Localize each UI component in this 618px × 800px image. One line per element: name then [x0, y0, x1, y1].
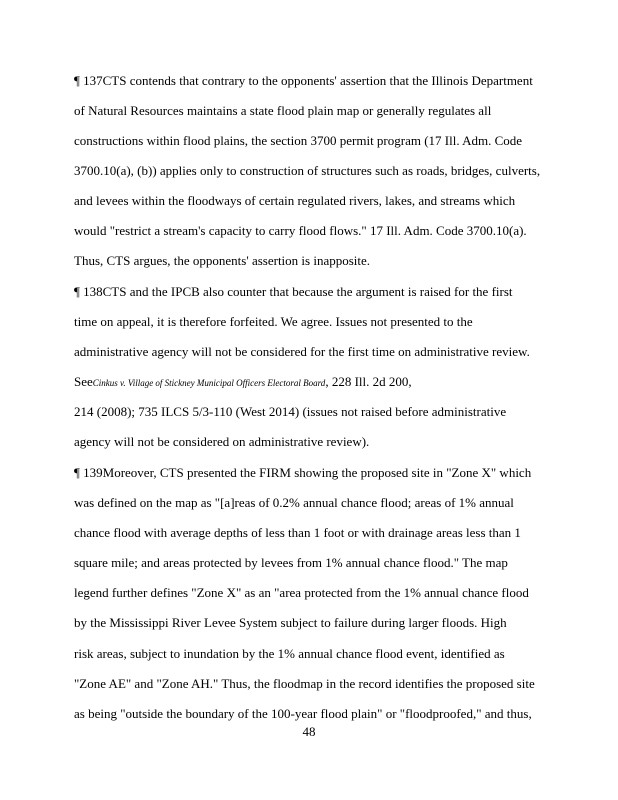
- paragraph-139-line-6: by the Mississippi River Levee System subject to failure during larger floods. High: [74, 615, 507, 630]
- paragraph-138-line-6: agency will not be considered on administrative review).: [74, 434, 370, 449]
- paragraph-139-line-5: legend further defines "Zone X" as an "area protected from the 1% annual chance flood: [74, 585, 529, 600]
- case-citation: Cinkus v. Village of Stickney Municipal Officers Electoral Board: [92, 378, 326, 388]
- paragraph-139-line-7: risk areas, subject to inundation by the 1% annual chance flood event, identified as: [74, 646, 505, 661]
- paragraph-138-line-1: ¶ 138CTS and the IPCB also counter that because the argument is raised for the first: [74, 284, 513, 299]
- paragraph-139-line-1: ¶ 139Moreover, CTS presented the FIRM showing the proposed site in "Zone X" which: [74, 465, 532, 480]
- paragraph-137-line-1: ¶ 137CTS contends that contrary to the opponents' assertion that the Illinois Department: [74, 73, 533, 88]
- paragraph-138-line-2: time on appeal, it is therefore forfeited. We agree. Issues not presented to the: [74, 314, 473, 329]
- paragraph-139-line-3: chance flood with average depths of less than 1 foot or with drainage areas less than 1: [74, 525, 521, 540]
- paragraph-139-line-8: "Zone AE" and "Zone AH." Thus, the floodmap in the record identifies the proposed site: [74, 676, 535, 691]
- reporter-citation: , 228 Ill. 2d 200,: [325, 374, 412, 389]
- paragraph-137-line-2: of Natural Resources maintains a state flood plain map or generally regulates all: [74, 103, 492, 118]
- paragraph-138-line-3: administrative agency will not be considered for the first time on administrative review.: [74, 344, 530, 359]
- paragraph-137-line-3: constructions within flood plains, the section 3700 permit program (17 Ill. Adm. Code: [74, 133, 523, 148]
- paragraph-137-line-5: and levees within the floodways of certain regulated rivers, lakes, and streams which: [74, 193, 516, 208]
- paragraph-137-line-4: 3700.10(a), (b)) applies only to construction of structures such as roads, bridges, culverts,: [74, 163, 541, 178]
- paragraph-138-line-5: 214 (2008); 735 ILCS 5/3-110 (West 2014) (issues not raised before administrative: [74, 404, 507, 419]
- paragraph-137-line-6: would "restrict a stream's capacity to carry flood flows." 17 Ill. Adm. Code 3700.10(a).: [74, 223, 527, 238]
- paragraph-139-line-4: square mile; and areas protected by levees from 1% annual chance flood." The map: [74, 555, 508, 570]
- page-number: 48: [302, 724, 316, 739]
- paragraph-139-line-9: as being "outside the boundary of the 100-year flood plain" or "floodproofed," and thus,: [74, 706, 532, 721]
- see-signal: See: [74, 374, 93, 389]
- paragraph-138-line-4: [74, 374, 614, 391]
- paragraph-139-line-2: was defined on the map as "[a]reas of 0.2% annual chance flood; areas of 1% annual: [74, 495, 514, 510]
- paragraph-137-line-7: Thus, CTS argues, the opponents' assertion is inapposite.: [74, 253, 371, 268]
